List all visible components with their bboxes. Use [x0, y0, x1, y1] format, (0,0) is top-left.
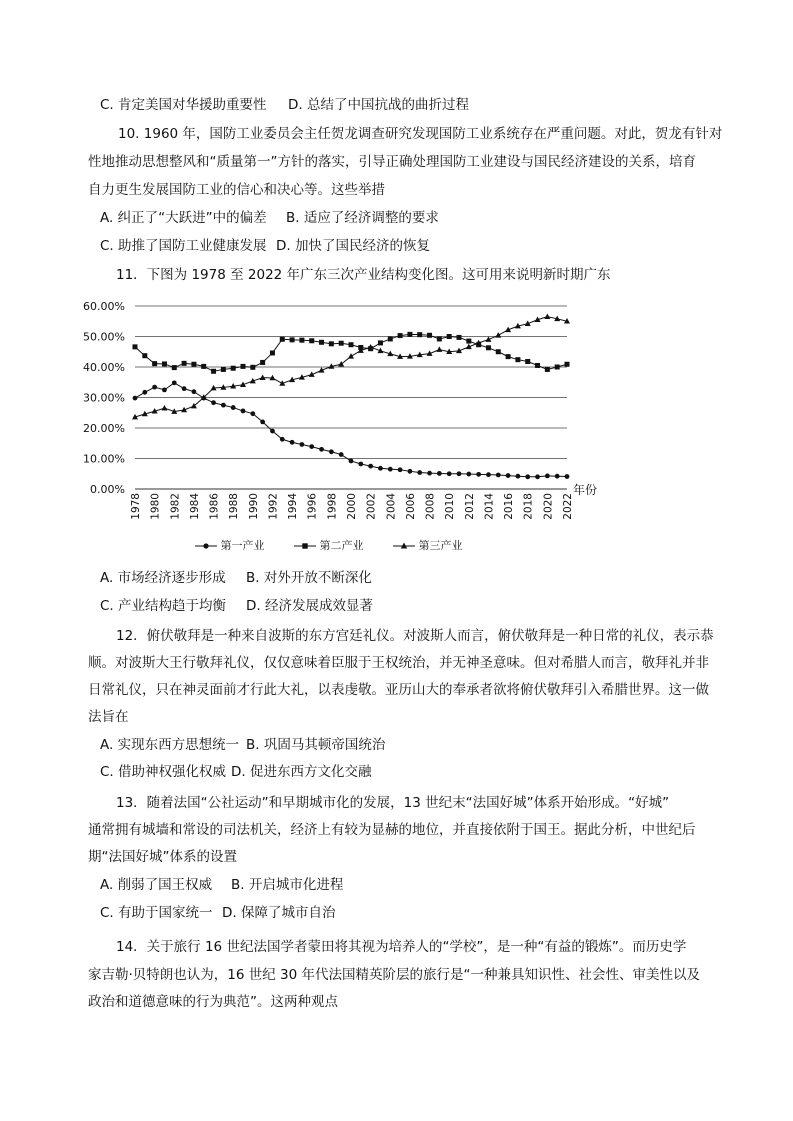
point-secondary — [417, 332, 422, 337]
x-tick-label: 1990 — [247, 493, 260, 520]
point-tertiary — [161, 405, 167, 411]
point-primary — [437, 471, 442, 476]
point-primary — [427, 471, 432, 476]
legend-tertiary — [393, 537, 463, 553]
point-secondary — [270, 350, 275, 355]
legend-secondary-label: 第二产业 — [319, 539, 364, 552]
q12-option-a: A. 实现东西方思想统一 — [100, 737, 240, 753]
point-secondary — [172, 365, 177, 370]
point-secondary — [388, 336, 393, 341]
point-secondary — [427, 333, 432, 338]
point-primary — [535, 474, 540, 479]
point-secondary — [319, 340, 324, 345]
point-secondary — [349, 342, 354, 347]
q11-option-b: B. 对外开放不断深化 — [246, 570, 372, 586]
q10-line3: 自力更生发展国防工业的信心和决心等。这些举措 — [88, 182, 385, 198]
x-tick-label: 1986 — [208, 493, 221, 520]
point-primary — [466, 472, 471, 477]
point-primary — [221, 403, 226, 408]
point-tertiary — [338, 361, 344, 367]
x-tick-label: 2016 — [503, 493, 516, 520]
y-tick-label: 10.00% — [83, 452, 125, 466]
x-tick-label: 1994 — [287, 493, 300, 520]
q10-line2: 性地推动思想整风和“质量第一”方针的落实，引导正确处理国防工业建设与国民经济建设的关系，培育 — [88, 154, 696, 170]
x-tick-label: 1982 — [169, 493, 182, 520]
point-primary — [378, 466, 383, 471]
point-primary — [496, 473, 501, 478]
point-secondary — [309, 338, 314, 343]
point-secondary — [486, 345, 491, 350]
y-tick-label: 40.00% — [83, 361, 125, 374]
q9-option-d: D. 总结了中国抗战的曲折过程 — [288, 97, 469, 113]
q13-line3: 期“法国好城”体系的设置 — [88, 849, 237, 865]
y-tick-label: 0.00% — [90, 483, 125, 496]
legend-secondary — [294, 537, 364, 553]
x-tick-label: 2010 — [444, 493, 457, 520]
point-primary — [457, 471, 462, 476]
point-secondary — [201, 364, 206, 369]
point-secondary — [133, 344, 138, 349]
y-tick-label: 20.00% — [83, 422, 125, 435]
point-primary — [182, 386, 187, 391]
q13-option-d: D. 保障了城市自治 — [222, 905, 336, 921]
point-secondary — [142, 353, 147, 358]
point-secondary — [162, 361, 167, 366]
point-secondary — [290, 337, 295, 342]
x-tick-label: 2014 — [483, 493, 496, 520]
point-primary — [319, 447, 324, 452]
point-secondary — [457, 335, 462, 340]
point-primary — [152, 385, 157, 390]
point-primary — [142, 390, 147, 395]
q11-line1: 11．下图为 1978 至 2022 年广东三次产业结构变化图。这可用来说明新时期广东 — [116, 267, 611, 283]
point-primary — [260, 420, 265, 425]
q13-option-c: C. 有助于国家统一 — [100, 905, 213, 921]
point-secondary — [191, 362, 196, 367]
point-primary — [476, 472, 481, 477]
legend-tertiary-label: 第三产业 — [418, 539, 463, 552]
q10-option-a: A. 纠正了“大跃进”中的偏差 — [100, 210, 267, 226]
chart-x-ticks — [130, 493, 574, 520]
point-secondary — [407, 332, 412, 337]
point-tertiary — [436, 346, 442, 352]
point-secondary — [447, 334, 452, 339]
legend-primary — [195, 537, 265, 553]
point-primary — [290, 440, 295, 445]
x-tick-label: 2020 — [542, 493, 555, 520]
q13-option-b: B. 开启城市化进程 — [231, 877, 344, 893]
point-secondary — [231, 366, 236, 371]
point-primary — [545, 473, 550, 478]
q13-option-a: A. 削弱了国王权威 — [100, 877, 213, 893]
x-tick-label: 1984 — [188, 493, 201, 520]
chart-legend — [195, 537, 489, 553]
point-secondary — [299, 338, 304, 343]
point-secondary — [466, 339, 471, 344]
point-primary — [329, 449, 334, 454]
point-secondary — [555, 365, 560, 370]
point-secondary — [515, 357, 520, 362]
point-primary — [349, 459, 354, 464]
point-primary — [398, 467, 403, 472]
point-secondary — [378, 340, 383, 345]
q10-option-c: C. 助推了国防工业健康发展 — [100, 238, 267, 254]
point-secondary — [525, 359, 530, 364]
point-primary — [516, 474, 521, 479]
point-primary — [358, 462, 363, 467]
x-tick-label: 2012 — [463, 493, 476, 520]
q13-line2: 通常拥有城墙和常设的司法机关，经济上有较为显赫的地位，并直接依附于国王。据此分析，中世纪后 — [88, 822, 696, 838]
x-tick-label: 1996 — [306, 493, 319, 520]
point-primary — [309, 444, 314, 449]
x-tick-label: 2018 — [522, 493, 535, 520]
q10-option-b: B. 适应了经济调整的要求 — [286, 210, 439, 226]
point-tertiary — [495, 332, 501, 338]
q11-option-c: C. 产业结构趋于均衡 — [100, 598, 227, 614]
q13-line1: 13．随着法国“公社运动”和早期城市化的发展，13 世纪末“法国好城”体系开始形成。“好城” — [116, 795, 670, 811]
q12-line3: 日常礼仪，只在神灵面前才行此大礼，以表虔敬。亚历山大的奉承者欲将俯伏敬拜引入希腊世界。这一做 — [88, 682, 709, 698]
x-tick-label: 1980 — [149, 493, 162, 520]
point-primary — [192, 389, 197, 394]
y-tick-label: 50.00% — [83, 330, 125, 344]
point-secondary — [496, 349, 501, 354]
point-primary — [172, 380, 177, 385]
point-primary — [241, 409, 246, 414]
point-secondary — [398, 333, 403, 338]
chart-y-ticks — [83, 300, 125, 496]
x-tick-label: 2022 — [562, 493, 574, 520]
q14-line1: 14．关于旅行 16 世纪法国学者蒙田将其视为培养人的“学校”，是一种“有益的锻炼”。而历史学 — [116, 939, 687, 955]
q9-option-c: C. 肯定美国对华援助重要性 — [100, 97, 267, 113]
point-secondary — [221, 367, 226, 372]
point-secondary — [535, 363, 540, 368]
q14-line3: 政治和道德意味的行为典范”。这两种观点 — [88, 994, 338, 1010]
point-primary — [555, 474, 560, 479]
x-tick-label: 1998 — [326, 493, 339, 520]
q12-option-c: C. 借助神权强化权威 — [100, 764, 227, 780]
industry-structure-chart — [83, 296, 615, 528]
point-primary — [211, 400, 216, 405]
point-secondary — [565, 362, 570, 367]
x-tick-label: 1988 — [228, 493, 241, 520]
point-secondary — [241, 364, 246, 369]
point-primary — [486, 472, 491, 477]
x-tick-label: 2002 — [365, 493, 378, 520]
point-secondary — [280, 337, 285, 342]
q12-line4: 法旨在 — [88, 709, 129, 725]
point-secondary — [152, 361, 157, 366]
point-secondary — [437, 336, 442, 341]
q12-option-d: D. 促进东西方文化交融 — [231, 764, 372, 780]
q12-line2: 顺。对波斯大王行敬拜礼仪，仅仅意味着臣服于王权统治，并无神圣意味。但对希腊人而言，敬拜礼并非 — [88, 655, 709, 671]
point-primary — [565, 474, 570, 479]
q14-line2: 家吉勒·贝特朗也认为，16 世纪 30 年代法国精英阶层的旅行是“一种兼具知识性、社会性、审美性以及 — [88, 967, 701, 983]
point-tertiary — [260, 374, 266, 380]
point-primary — [133, 396, 138, 401]
point-primary — [250, 411, 255, 416]
x-tick-label: 2004 — [385, 493, 398, 520]
x-tick-label: 1978 — [130, 493, 142, 520]
q10-option-d: D. 加快了国民经济的恢复 — [276, 238, 430, 254]
x-tick-label: 2008 — [424, 493, 437, 520]
q12-option-b: B. 巩固马其顿帝国统治 — [246, 737, 386, 753]
q11-option-a: A. 市场经济逐步形成 — [100, 570, 226, 586]
point-primary — [280, 437, 285, 442]
point-secondary — [211, 369, 216, 374]
point-secondary — [545, 367, 550, 372]
point-primary — [162, 387, 167, 392]
x-tick-label: 2006 — [404, 493, 417, 520]
point-primary — [525, 474, 530, 479]
x-tick-label: 2000 — [346, 493, 358, 520]
point-secondary — [260, 360, 265, 365]
point-secondary — [250, 365, 255, 370]
point-primary — [270, 429, 275, 434]
point-primary — [408, 469, 413, 474]
chart-x-axis-label: 年份 — [573, 483, 598, 497]
q11-option-d: D. 经济发展成效显著 — [246, 598, 373, 614]
point-primary — [368, 464, 373, 469]
point-primary — [388, 467, 393, 472]
q12-line1: 12．俯伏敬拜是一种来自波斯的东方宫廷礼仪。对波斯人而言，俯伏敬拜是一种日常的礼仪，表示恭 — [116, 628, 714, 644]
point-secondary — [506, 354, 511, 359]
point-primary — [231, 405, 236, 410]
point-primary — [300, 442, 305, 447]
point-primary — [447, 471, 452, 476]
point-tertiary — [348, 353, 354, 359]
point-primary — [339, 452, 344, 457]
point-secondary — [339, 341, 344, 346]
y-tick-label: 30.00% — [83, 391, 125, 405]
point-primary — [506, 473, 511, 478]
q10-line1: 10. 1960 年，国防工业委员会主任贺龙调查研究发现国防工业系统存在严重问题。对此，贺龙有针对 — [118, 126, 723, 142]
y-tick-label: 60.00% — [83, 300, 125, 313]
chart-series — [132, 313, 570, 479]
legend-primary-label: 第一产业 — [220, 539, 265, 552]
point-tertiary — [544, 313, 550, 319]
point-secondary — [182, 361, 187, 366]
x-tick-label: 1992 — [267, 493, 280, 520]
point-primary — [417, 470, 422, 475]
point-secondary — [329, 341, 334, 346]
series-line — [135, 334, 567, 371]
